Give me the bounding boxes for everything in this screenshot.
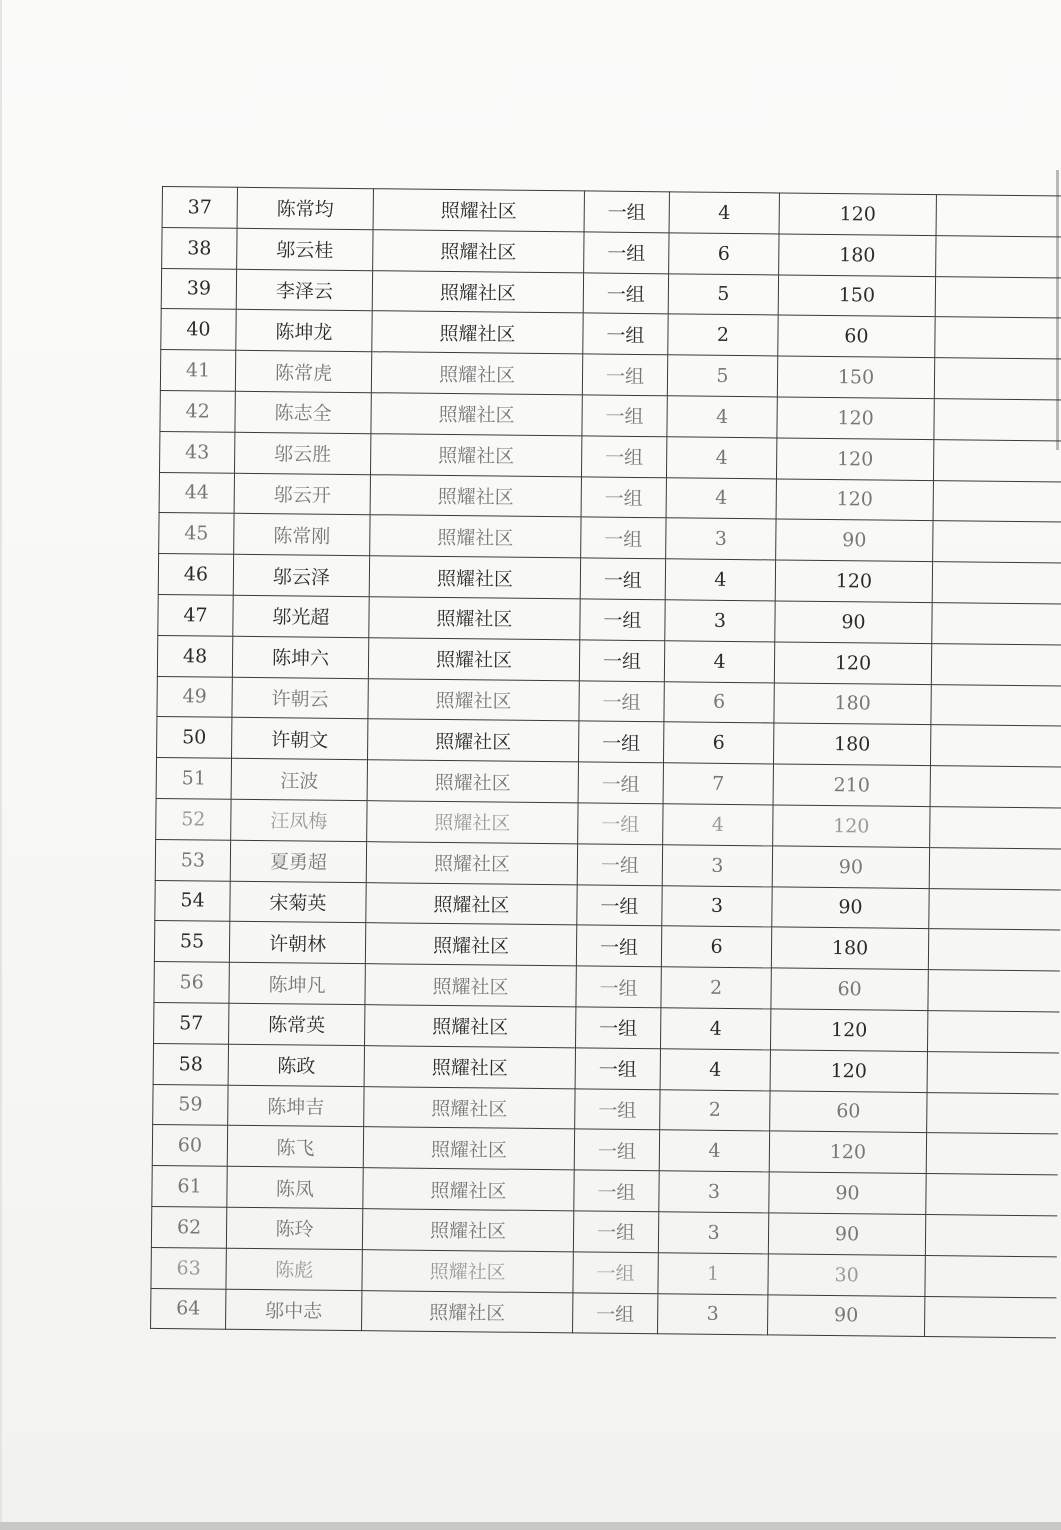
amount-cell: 90 — [769, 1172, 926, 1214]
amount-cell: 120 — [777, 397, 934, 439]
community-cell: 照耀社区 — [364, 1045, 575, 1088]
group-cell: 一组 — [575, 1048, 660, 1090]
amount-cell: 180 — [779, 234, 936, 276]
remark-cell — [933, 439, 1061, 481]
community-cell: 照耀社区 — [373, 230, 584, 273]
page-left-edge — [0, 0, 2, 1522]
community-cell: 照耀社区 — [370, 474, 581, 517]
name-cell: 汪波 — [231, 758, 367, 800]
count-cell: 3 — [666, 518, 776, 560]
row-number-cell: 37 — [162, 187, 237, 229]
remark-cell — [930, 766, 1061, 808]
group-cell: 一组 — [581, 476, 666, 518]
amount-cell: 180 — [771, 927, 928, 969]
count-cell: 4 — [660, 1008, 770, 1050]
count-cell: 7 — [663, 763, 773, 805]
remark-cell — [935, 317, 1061, 359]
row-number-cell: 53 — [155, 839, 230, 881]
row-number-cell: 59 — [153, 1084, 228, 1126]
count-cell: 3 — [662, 885, 772, 927]
name-cell: 陈坤凡 — [229, 962, 365, 1004]
remark-cell — [926, 1133, 1057, 1175]
count-cell: 4 — [666, 477, 776, 519]
remark-cell — [936, 235, 1061, 277]
amount-cell: 120 — [769, 1131, 926, 1173]
count-cell: 6 — [664, 681, 774, 723]
remark-cell — [928, 929, 1059, 971]
group-cell: 一组 — [576, 1007, 661, 1049]
count-cell: 1 — [658, 1252, 768, 1294]
count-cell: 6 — [669, 233, 779, 275]
count-cell: 4 — [666, 437, 776, 479]
count-cell: 4 — [664, 641, 774, 683]
count-cell: 4 — [665, 559, 775, 601]
row-number-cell: 56 — [154, 962, 229, 1004]
count-cell: 6 — [663, 722, 773, 764]
group-cell: 一组 — [578, 762, 663, 804]
group-cell: 一组 — [584, 232, 669, 274]
name-cell: 邬光超 — [233, 595, 369, 637]
community-cell: 照耀社区 — [362, 1209, 573, 1252]
group-cell: 一组 — [573, 1211, 658, 1253]
name-cell: 陈彪 — [226, 1248, 362, 1290]
group-cell: 一组 — [579, 640, 664, 682]
community-cell: 照耀社区 — [363, 1168, 574, 1211]
amount-cell: 120 — [776, 438, 933, 480]
name-cell: 邬中志 — [226, 1289, 362, 1331]
name-cell: 陈政 — [228, 1044, 364, 1086]
roster-table — [150, 186, 1061, 1339]
name-cell: 许朝云 — [232, 677, 368, 719]
row-number-cell: 47 — [158, 594, 233, 636]
remark-cell — [930, 725, 1061, 767]
amount-cell: 30 — [768, 1254, 925, 1296]
count-cell: 4 — [667, 396, 777, 438]
amount-cell: 90 — [772, 846, 929, 888]
row-number-cell: 52 — [156, 798, 231, 840]
name-cell: 宋菊英 — [230, 881, 366, 923]
row-number-cell: 63 — [151, 1247, 226, 1289]
name-cell: 陈坤六 — [232, 636, 368, 678]
remark-cell — [934, 358, 1061, 400]
community-cell: 照耀社区 — [364, 1086, 575, 1129]
roster-table-body — [151, 187, 1061, 1339]
community-cell: 照耀社区 — [362, 1290, 573, 1333]
bottom-strip — [0, 1522, 1061, 1530]
name-cell: 陈常虎 — [235, 350, 371, 392]
row-number-cell: 50 — [157, 717, 232, 759]
row-number-cell: 54 — [155, 880, 230, 922]
group-cell: 一组 — [582, 395, 667, 437]
count-cell: 3 — [665, 600, 775, 642]
remark-cell — [936, 195, 1061, 237]
community-cell: 照耀社区 — [368, 719, 579, 762]
count-cell: 5 — [667, 355, 777, 397]
group-cell: 一组 — [577, 844, 662, 886]
group-cell: 一组 — [578, 803, 663, 845]
name-cell: 汪凤梅 — [231, 799, 367, 841]
name-cell: 陈志全 — [235, 391, 371, 433]
community-cell: 照耀社区 — [365, 923, 576, 966]
community-cell: 照耀社区 — [366, 882, 577, 925]
community-cell: 照耀社区 — [367, 801, 578, 844]
community-cell: 照耀社区 — [369, 556, 580, 599]
row-number-cell: 62 — [151, 1206, 226, 1248]
name-cell: 陈常均 — [237, 187, 373, 229]
row-number-cell: 41 — [160, 350, 235, 392]
community-cell: 照耀社区 — [373, 189, 584, 232]
name-cell: 邬云桂 — [237, 228, 373, 270]
community-cell: 照耀社区 — [362, 1249, 573, 1292]
name-cell: 陈常刚 — [234, 514, 370, 556]
row-number-cell: 45 — [159, 513, 234, 555]
group-cell: 一组 — [575, 1088, 660, 1130]
group-cell: 一组 — [576, 925, 661, 967]
group-cell: 一组 — [577, 884, 662, 926]
row-number-cell: 49 — [157, 676, 232, 718]
remark-cell — [933, 521, 1061, 563]
amount-cell: 120 — [776, 479, 933, 521]
row-number-cell: 61 — [152, 1166, 227, 1208]
remark-cell — [931, 684, 1061, 726]
row-number-cell: 48 — [157, 635, 232, 677]
remark-cell — [930, 807, 1061, 849]
amount-cell: 90 — [768, 1213, 925, 1255]
count-cell: 4 — [660, 1049, 770, 1091]
row-number-cell: 51 — [156, 758, 231, 800]
group-cell: 一组 — [581, 436, 666, 478]
row-number-cell: 44 — [159, 472, 234, 514]
group-cell: 一组 — [584, 191, 669, 233]
community-cell: 照耀社区 — [366, 841, 577, 884]
remark-cell — [933, 480, 1061, 522]
group-cell: 一组 — [580, 558, 665, 600]
count-cell: 4 — [659, 1130, 769, 1172]
community-cell: 照耀社区 — [365, 1005, 576, 1048]
group-cell: 一组 — [573, 1292, 658, 1334]
group-cell: 一组 — [581, 517, 666, 559]
remark-cell — [928, 970, 1059, 1012]
remark-cell — [935, 276, 1061, 318]
amount-cell: 60 — [771, 968, 928, 1010]
amount-cell: 120 — [770, 1009, 927, 1051]
amount-cell: 180 — [773, 723, 930, 765]
name-cell: 陈飞 — [227, 1126, 363, 1168]
group-cell: 一组 — [574, 1129, 659, 1171]
row-number-cell: 39 — [161, 268, 236, 310]
community-cell: 照耀社区 — [367, 760, 578, 803]
table-row — [151, 1288, 1056, 1338]
amount-cell: 180 — [774, 683, 931, 725]
count-cell: 4 — [663, 804, 773, 846]
group-cell: 一组 — [573, 1252, 658, 1294]
amount-cell: 120 — [775, 560, 932, 602]
name-cell: 夏勇超 — [230, 840, 366, 882]
name-cell: 许朝林 — [229, 922, 365, 964]
amount-cell: 150 — [778, 275, 935, 317]
amount-cell: 120 — [770, 1050, 927, 1092]
remark-cell — [925, 1214, 1056, 1256]
row-number-cell: 40 — [161, 309, 236, 351]
amount-cell: 90 — [776, 519, 933, 561]
group-cell: 一组 — [583, 313, 668, 355]
remark-cell — [932, 562, 1061, 604]
amount-cell: 90 — [775, 601, 932, 643]
amount-cell: 60 — [778, 315, 935, 357]
name-cell: 邬云开 — [234, 473, 370, 515]
remark-cell — [932, 603, 1061, 645]
community-cell: 照耀社区 — [370, 433, 581, 476]
name-cell: 许朝文 — [232, 718, 368, 760]
community-cell: 照耀社区 — [365, 964, 576, 1007]
community-cell: 照耀社区 — [372, 311, 583, 354]
group-cell: 一组 — [576, 966, 661, 1008]
group-cell: 一组 — [579, 680, 664, 722]
group-cell: 一组 — [578, 721, 663, 763]
name-cell: 陈坤龙 — [236, 310, 372, 352]
community-cell: 照耀社区 — [370, 515, 581, 558]
name-cell: 陈常英 — [229, 1003, 365, 1045]
count-cell: 3 — [658, 1293, 768, 1335]
name-cell: 陈玲 — [226, 1207, 362, 1249]
row-number-cell: 64 — [151, 1288, 226, 1330]
remark-cell — [927, 1092, 1058, 1134]
community-cell: 照耀社区 — [363, 1127, 574, 1170]
row-number-cell: 46 — [158, 554, 233, 596]
name-cell: 邬云泽 — [233, 554, 369, 596]
group-cell: 一组 — [583, 273, 668, 315]
community-cell: 照耀社区 — [368, 678, 579, 721]
amount-cell: 90 — [767, 1294, 924, 1336]
remark-cell — [926, 1174, 1057, 1216]
row-number-cell: 60 — [152, 1125, 227, 1167]
amount-cell: 120 — [779, 193, 936, 235]
community-cell: 照耀社区 — [369, 597, 580, 640]
remark-cell — [924, 1296, 1055, 1338]
remark-cell — [934, 399, 1061, 441]
remark-cell — [927, 1051, 1058, 1093]
row-number-cell: 58 — [153, 1043, 228, 1085]
amount-cell: 150 — [777, 356, 934, 398]
amount-cell: 120 — [774, 642, 931, 684]
amount-cell: 90 — [772, 886, 929, 928]
community-cell: 照耀社区 — [371, 352, 582, 395]
count-cell: 2 — [660, 1089, 770, 1131]
amount-cell: 60 — [770, 1090, 927, 1132]
count-cell: 6 — [661, 926, 771, 968]
row-number-cell: 38 — [162, 227, 237, 269]
remark-cell — [929, 888, 1060, 930]
community-cell: 照耀社区 — [368, 637, 579, 680]
roster-table-wrap — [150, 186, 1061, 1339]
remark-cell — [931, 643, 1061, 685]
count-cell: 3 — [659, 1171, 769, 1213]
group-cell: 一组 — [582, 354, 667, 396]
group-cell: 一组 — [580, 599, 665, 641]
row-number-cell: 42 — [160, 390, 235, 432]
count-cell: 2 — [661, 967, 771, 1009]
name-cell: 陈凤 — [227, 1166, 363, 1208]
count-cell: 2 — [668, 314, 778, 356]
count-cell: 5 — [668, 273, 778, 315]
remark-cell — [927, 1011, 1058, 1053]
count-cell: 3 — [662, 845, 772, 887]
count-cell: 4 — [669, 192, 779, 234]
name-cell: 李泽云 — [236, 269, 372, 311]
remark-cell — [929, 847, 1060, 889]
count-cell: 3 — [658, 1212, 768, 1254]
row-number-cell: 43 — [160, 431, 235, 473]
remark-cell — [925, 1255, 1056, 1297]
name-cell: 邬云胜 — [235, 432, 371, 474]
community-cell: 照耀社区 — [371, 393, 582, 436]
name-cell: 陈坤吉 — [228, 1085, 364, 1127]
row-number-cell: 55 — [154, 921, 229, 963]
amount-cell: 120 — [773, 805, 930, 847]
amount-cell: 210 — [773, 764, 930, 806]
row-number-cell: 57 — [154, 1002, 229, 1044]
group-cell: 一组 — [574, 1170, 659, 1212]
community-cell: 照耀社区 — [372, 270, 583, 313]
